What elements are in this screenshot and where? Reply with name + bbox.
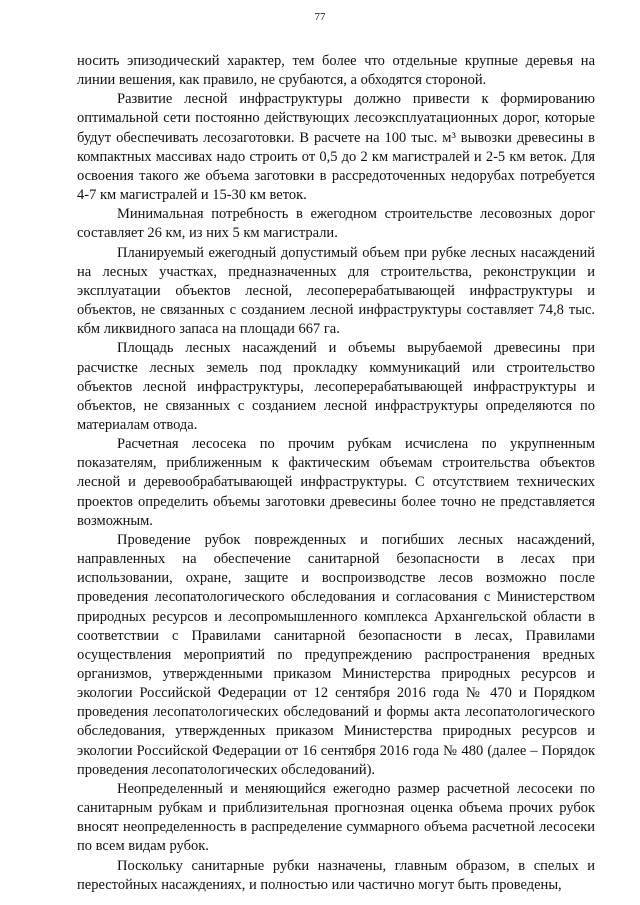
document-body [77, 52, 595, 895]
paragraph-sanitary-cuttings: Поскольку санитарные рубки назначены, главным образом, в спелых и перестойных насаждениях, и полностью или частично могут быть проведены, [77, 857, 595, 893]
paragraph-continuation: носить эпизодический характер, тем более что отдельные крупные деревья на линии вешения, как правило, не срубаются, а обходятся стороной. [77, 53, 595, 89]
paragraph-clearing-area: Площадь лесных насаждений и объемы вырубаемой древесины при расчистке лесных земель под прокладку коммуникаций или строительство объектов лесной инфраструктуры, лесоперерабатывающей инфраструктуры и объектов, не связанных с созданием лесной инфраструктуры определяются по материалам отвода. [77, 340, 595, 433]
paragraph-infrastructure-development: Развитие лесной инфраструктуры должно привести к формированию оптимальной сети постоянно действующих лесоэксплуатационных дорог, которые будут обеспечивать лесозаготовки. В расчете на 100 тыс. м³ вывозки древесины в компактных массивах надо строить от 0,5 до 2 км магистралей и 2-5 км веток. Для освоения такого же объема заготовки в рассредоточенных недорубах потребуется 4-7 км магистралей и 15-30 км веток. [77, 91, 595, 204]
paragraph-sanitary-safety: Проведение рубок поврежденных и погибших лесных насаждений, направленных на обеспечение санитарной безопасности в лесах при использовании, охране, защите и воспроизводстве лесов возможно после проведения лесопатологического обследования и согласования с Министерством природных ресурсов и лесопромышленного комплекса Архангельской области в соответствии с Правилами санитарной безопасности в лесах, Правилами осуществления мероприятий по предупреждению распространения вредных организмов, утвержденными приказом Министерства природных ресурсов и экологии Российской Федерации от 12 сентября 2016 года № 470 и Порядком проведения лесопатологических обследований и формы акта лесопатологического обследования, утвержденных приказом Министерства природных ресурсов и экологии Российской Федерации от 16 сентября 2016 года № 480 (далее – Порядок проведения лесопатологических обследований). [77, 531, 595, 778]
page-number: 77 [314, 11, 326, 23]
paragraph-planned-annual-volume: Планируемый ежегодный допустимый объем при рубке лесных насаждений на лесных участках, предназначенных для строительства, реконструкции и эксплуатации объектов лесной, лесоперерабатывающей инфраструктуры и объектов, не связанных с созданием лесной инфраструктуры составляет 74,8 тыс. кбм ликвидного запаса на площади 667 га. [77, 244, 595, 338]
paragraph-uncertainty: Неопределенный и меняющийся ежегодно размер расчетной лесосеки по санитарным рубкам и приблизительная прогнозная оценка объема прочих рубок вносят неопределенность в распределение суммарного объема расчетной лесосеки по всем видам рубок. [77, 780, 595, 855]
paragraph-other-cuttings: Расчетная лесосека по прочим рубкам исчислена по укрупненным показателям, приближенным к фактическим объемам строительства объектов лесной и деревообрабатывающей инфраструктуры. С отсутствием технических проектов определить объемы заготовки древесины более точно не представляется возможным. [77, 436, 595, 529]
paragraph-minimum-road-need: Минимальная потребность в ежегодном строительстве лесовозных дорог составляет 26 км, из них 5 км магистрали. [77, 206, 595, 242]
